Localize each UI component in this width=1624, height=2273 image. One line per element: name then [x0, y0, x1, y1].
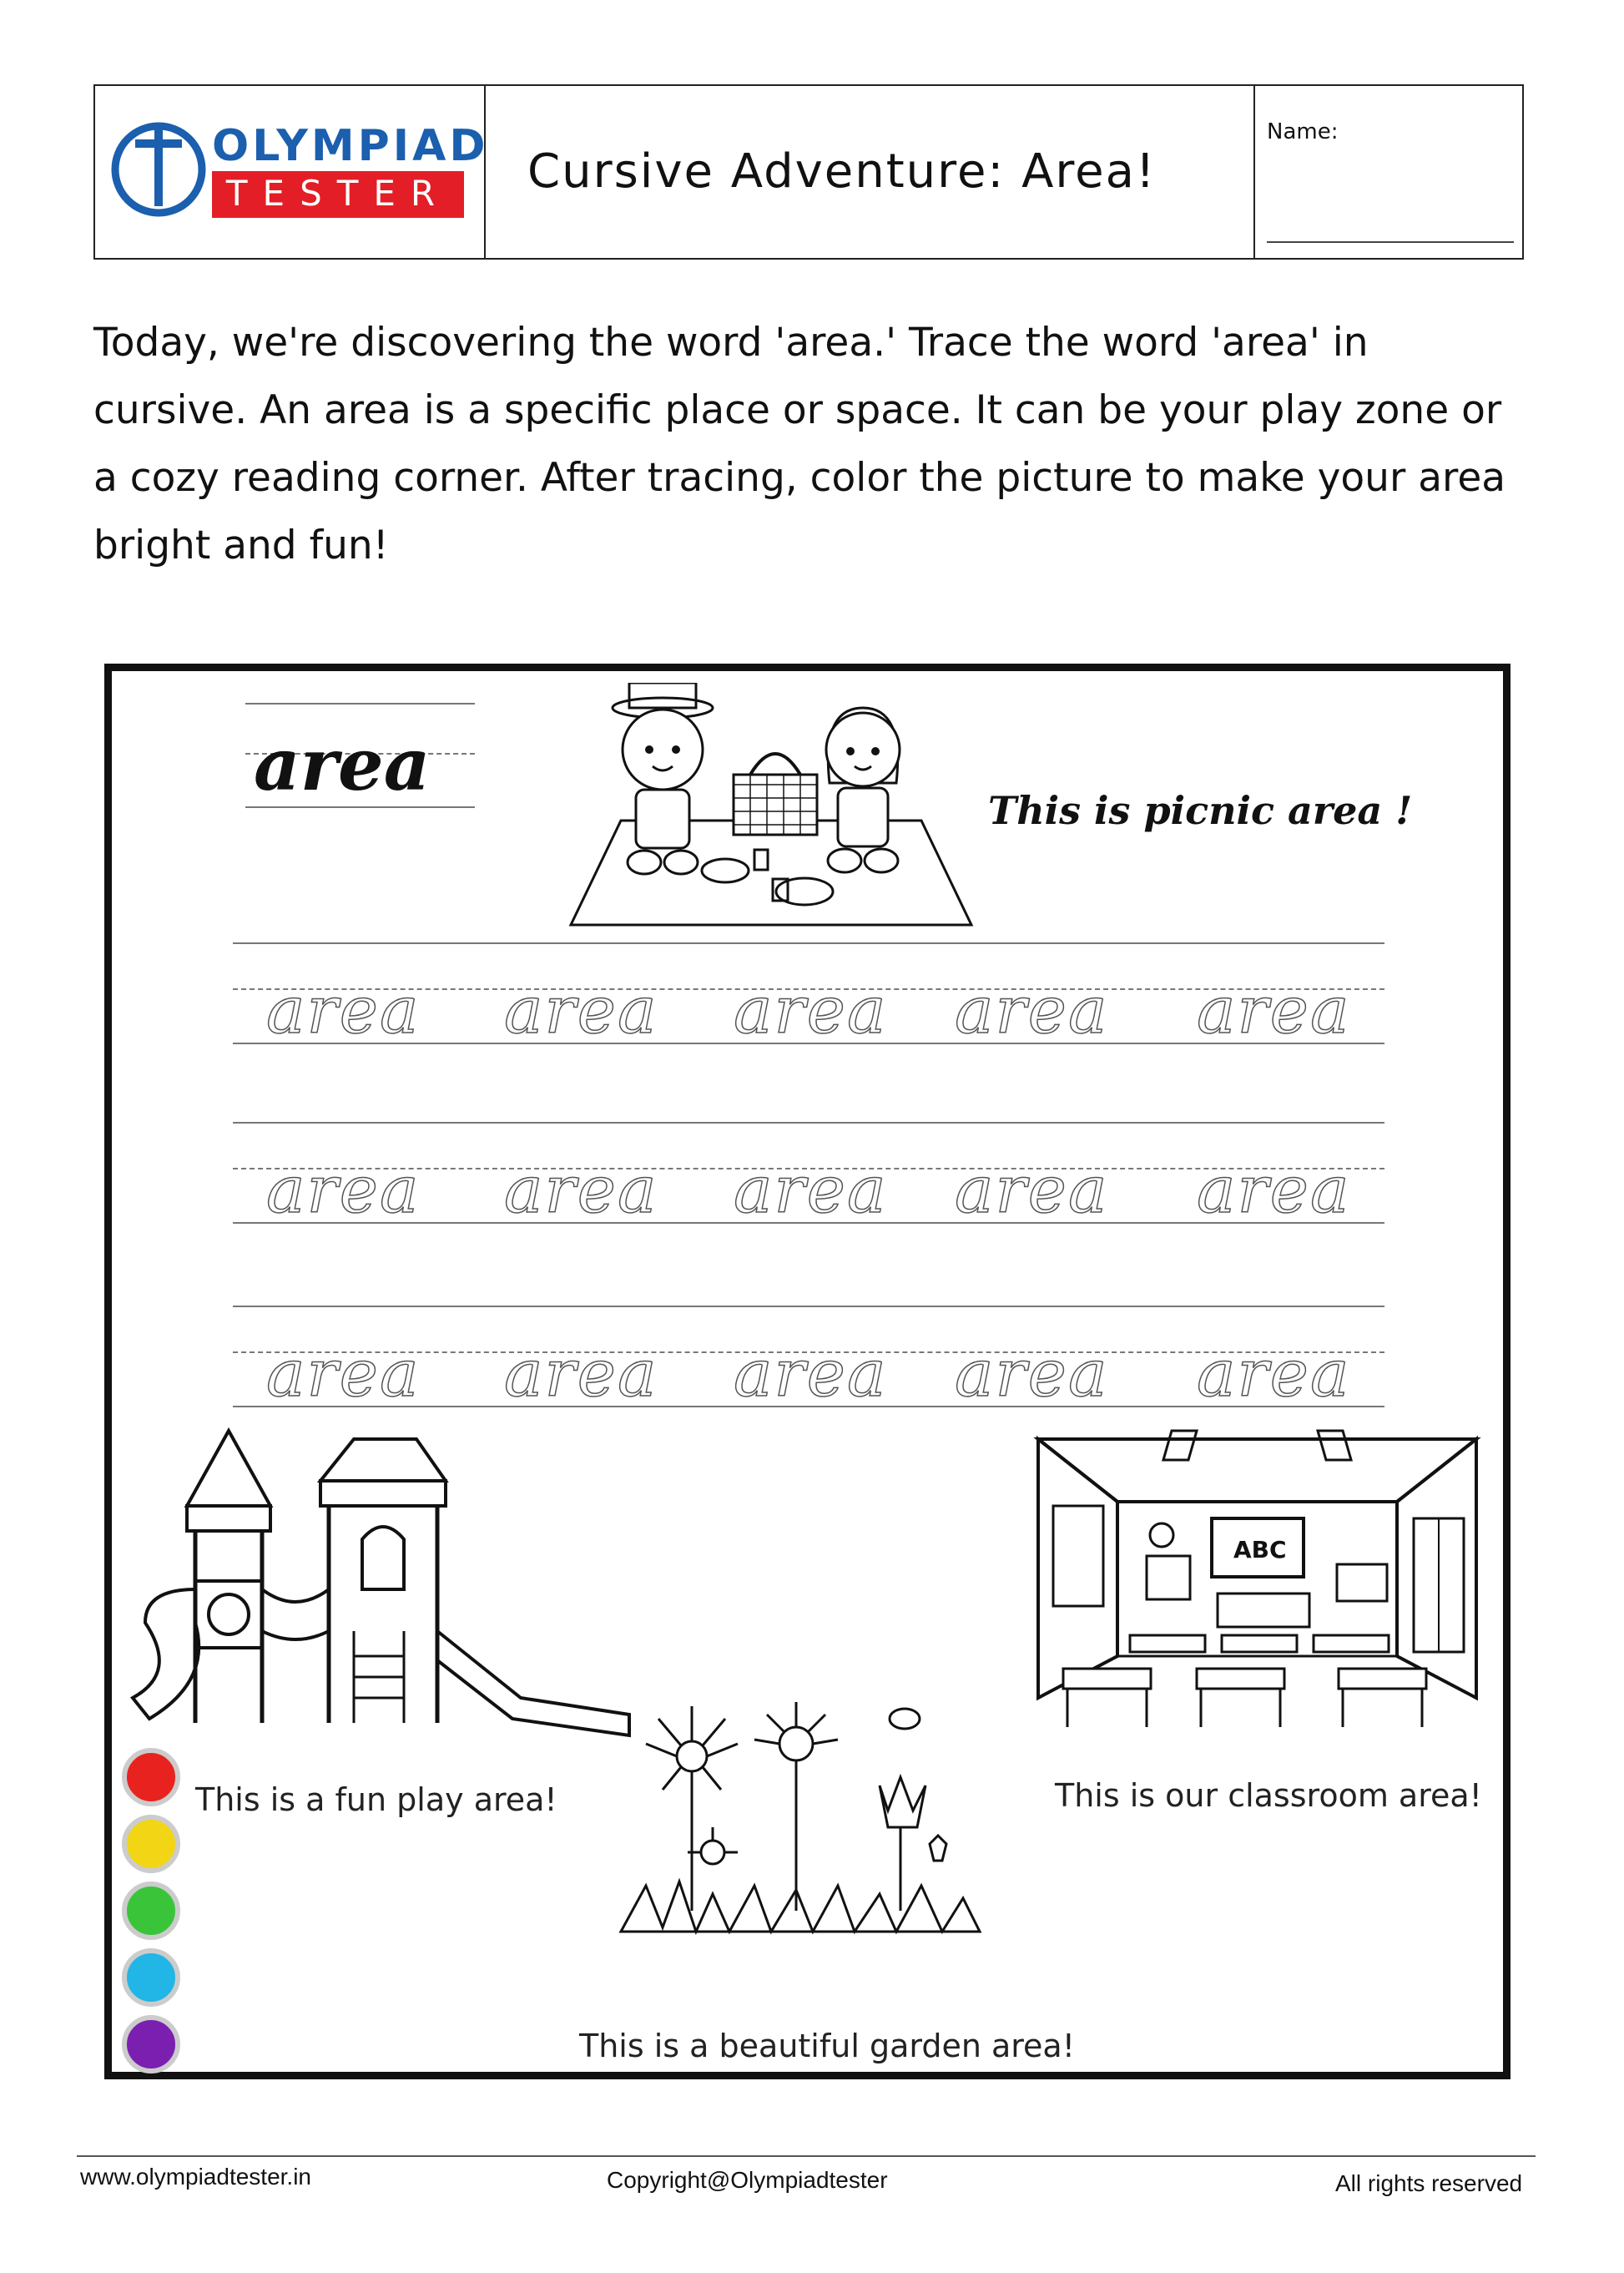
header-table: [93, 84, 1524, 260]
footer-divider: [77, 2155, 1536, 2157]
logo-olympiad-text: OLYMPIAD: [212, 121, 489, 171]
board-label: ABC: [1233, 1536, 1287, 1563]
paint-red-swatch[interactable]: [122, 1748, 180, 1806]
example-cursive-word: area: [254, 723, 431, 807]
garden-caption: This is a beautiful garden area!: [579, 2028, 1075, 2064]
trace-word[interactable]: area: [1197, 973, 1351, 1048]
trace-word[interactable]: area: [266, 1153, 421, 1228]
paint-purple-swatch[interactable]: [122, 2015, 180, 2073]
name-field-line[interactable]: [1267, 241, 1514, 243]
trace-row-3-top: [233, 1306, 1384, 1307]
trace-word[interactable]: area: [955, 973, 1109, 1048]
footer-rights: All rights reserved: [1335, 2170, 1523, 2196]
paint-green-swatch[interactable]: [122, 1882, 180, 1940]
trace-word[interactable]: area: [734, 1336, 888, 1412]
instructions-text: Today, we're discovering the word 'area.' Trace the word 'area' in cursive. An area is a specific place or space. It can be your play zone or a cozy reading corner. After tracing, color the picture to make your area bright and fun!: [93, 320, 1506, 568]
trace-word[interactable]: area: [955, 1153, 1109, 1228]
name-cell: [1255, 86, 1522, 258]
example-top-line: [245, 703, 475, 705]
trace-word[interactable]: area: [1197, 1153, 1351, 1228]
playground-illustration: [129, 1422, 663, 1740]
page-title: Cursive Adventure: Area!: [527, 144, 1157, 199]
worksheet-frame: [104, 664, 1511, 2079]
garden-illustration: [613, 1694, 1005, 1944]
trace-word[interactable]: area: [266, 973, 421, 1048]
trace-word[interactable]: area: [504, 1336, 658, 1412]
trace-word[interactable]: area: [1197, 1336, 1351, 1412]
trace-word[interactable]: area: [504, 973, 658, 1048]
trace-word[interactable]: area: [504, 1153, 658, 1228]
name-label: Name:: [1267, 119, 1339, 144]
trace-row-1-top: [233, 942, 1384, 944]
trace-row-2-top: [233, 1122, 1384, 1124]
picnic-illustration: [554, 683, 988, 933]
play-caption: This is a fun play area!: [195, 1781, 557, 1818]
trace-word[interactable]: area: [955, 1336, 1109, 1412]
logo-icon: [110, 114, 209, 223]
trace-word[interactable]: area: [734, 1153, 888, 1228]
logo-cell: [95, 86, 489, 258]
title-cell: [486, 86, 1255, 258]
classroom-illustration: [1030, 1422, 1485, 1731]
paint-yellow-swatch[interactable]: [122, 1815, 180, 1873]
trace-word[interactable]: area: [266, 1336, 421, 1412]
footer-copyright: Copyright@Olympiadtester: [607, 2167, 888, 2193]
logo-tester-text: TESTER: [225, 173, 451, 214]
trace-word[interactable]: area: [734, 973, 888, 1048]
picnic-caption: This is picnic area !: [988, 788, 1413, 833]
paint-blue-swatch[interactable]: [122, 1948, 180, 2007]
classroom-caption: This is our classroom area!: [1055, 1777, 1482, 1814]
footer-website[interactable]: www.olympiadtester.in: [80, 2164, 312, 2190]
